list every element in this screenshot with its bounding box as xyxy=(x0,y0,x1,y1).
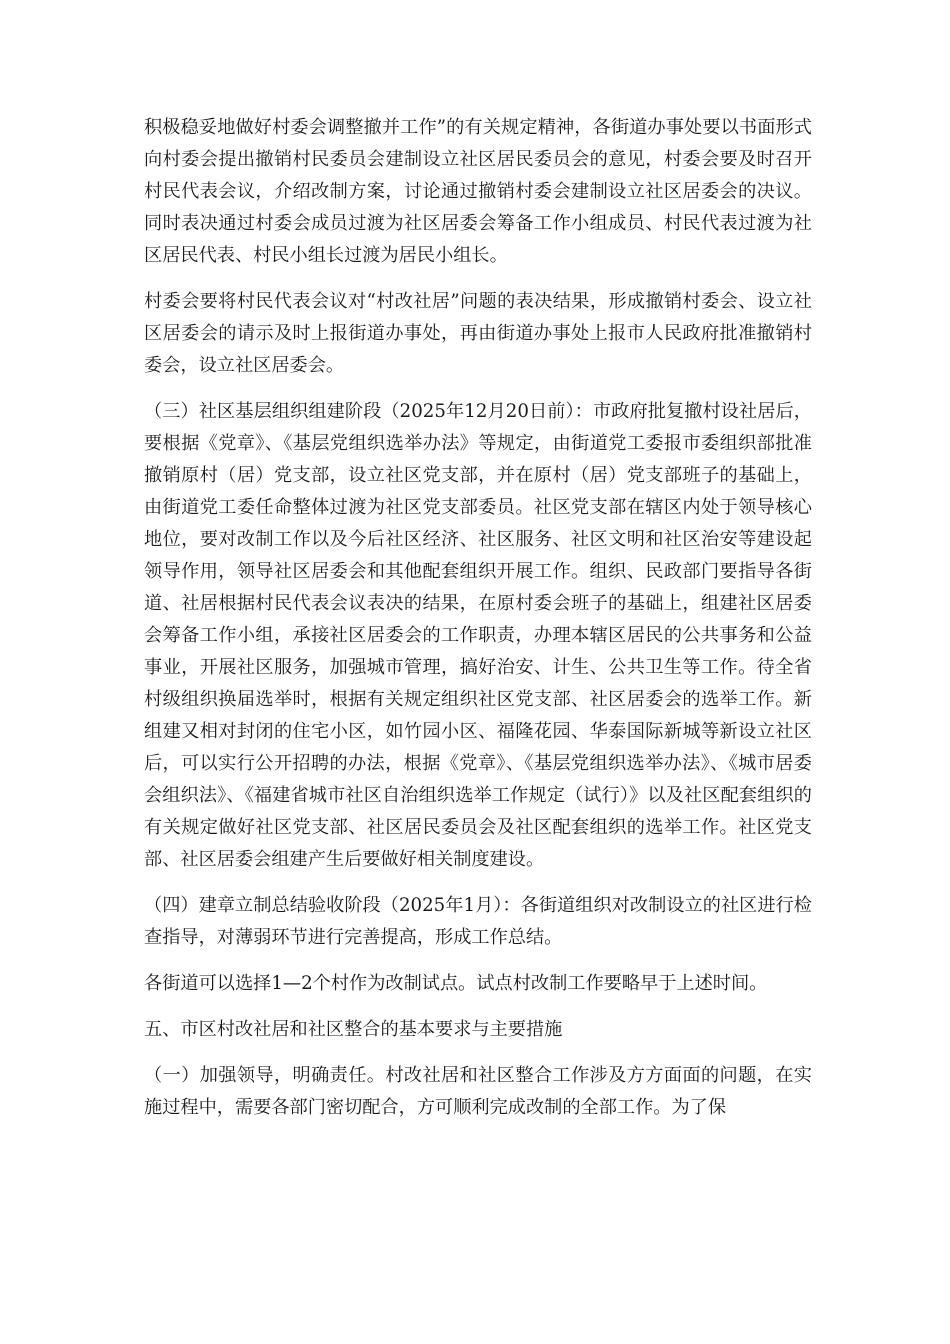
document-body xyxy=(144,112,812,1124)
section-heading-five: 五、市区村改社居和社区整合的基本要求与主要措施 xyxy=(144,1019,563,1040)
paragraph-stage-three: （三）社区基层组织组建阶段（2025年12月20日前）：市政府批复撤村设社居后，要根据《党章》、《基层党组织选举办法》等规定，由街道党工委报市委组织部批准撤销原村（居）党支部，设立社区党支部，并在原村（居）党支部班子的基础上，由街道党工委任命整体过渡为社区党支部委员。社区党支部在辖区内处于领导核心地位，要对改制工作以及今后社区经济、社区服务、社区文明和社区治安等建设起领导作用，领导社区居委会和其他配套组织开展工作。组织、民政部门要指导各街道、社居根据村民代表会议表决的结果，在原村委会班子的基础上，组建社区居委会筹备工作小组，承接社区居委会的工作职责，办理本辖区居民的公共事务和公益事业，开展社区服务，加强城市管理，搞好治安、计生、公共卫生等工作。待全省村级组织换届选举时，根据有关规定组织社区党支部、社区居委会的选举工作。新组建又相对封闭的住宅小区，如竹园小区、福隆花园、华泰国际新城等新设立社区后，可以实行公开招聘的办法，根据《党章》、《基层党组织选举办法》、《城市居委会组织法》、《福建省城市社区自治组织选举工作规定（试行）》以及社区配套组织的有关规定做好社区党支部、社区居民委员会及社区配套组织的选举工作。社区党支部、社区居委会组建产生后要做好相关制度建设。 xyxy=(144,401,812,870)
paragraph-stage-four: （四）建章立制总结验收阶段（2025年1月）：各街道组织对改制设立的社区进行检查指导，对薄弱环节进行完善提高，形成工作总结。 xyxy=(144,895,812,948)
paragraph-leadership: （一）加强领导，明确责任。村改社居和社区整合工作涉及方方面面的问题，在实施过程中，需要各部门密切配合，方可顺利完成改制的全部工作。为了保 xyxy=(144,1065,812,1118)
paragraph-report-approval: 村委会要将村民代表会议对“村改社居”问题的表决结果，形成撤销村委会、设立社区居委会的请示及时上报街道办事处，再由街道办事处上报市人民政府批准撤销村委会，设立社区居委会。 xyxy=(144,291,812,376)
paragraph-pilot: 各街道可以选择1—2个村作为改制试点。试点村改制工作要略早于上述时间。 xyxy=(144,973,768,994)
paragraph-committee-resolution: 积极稳妥地做好村委会调整撤并工作”的有关规定精神，各街道办事处要以书面形式向村委会提出撤销村民委员会建制设立社区居民委员会的意见，村委会要及时召开村民代表会议，介绍改制方案，讨论通过撤销村委会建制设立社区居委会的决议。同时表决通过村委会成员过渡为社区居委会筹备工作小组成员、村民代表过渡为社区居民代表、村民小组长过渡为居民小组长。 xyxy=(144,117,812,266)
